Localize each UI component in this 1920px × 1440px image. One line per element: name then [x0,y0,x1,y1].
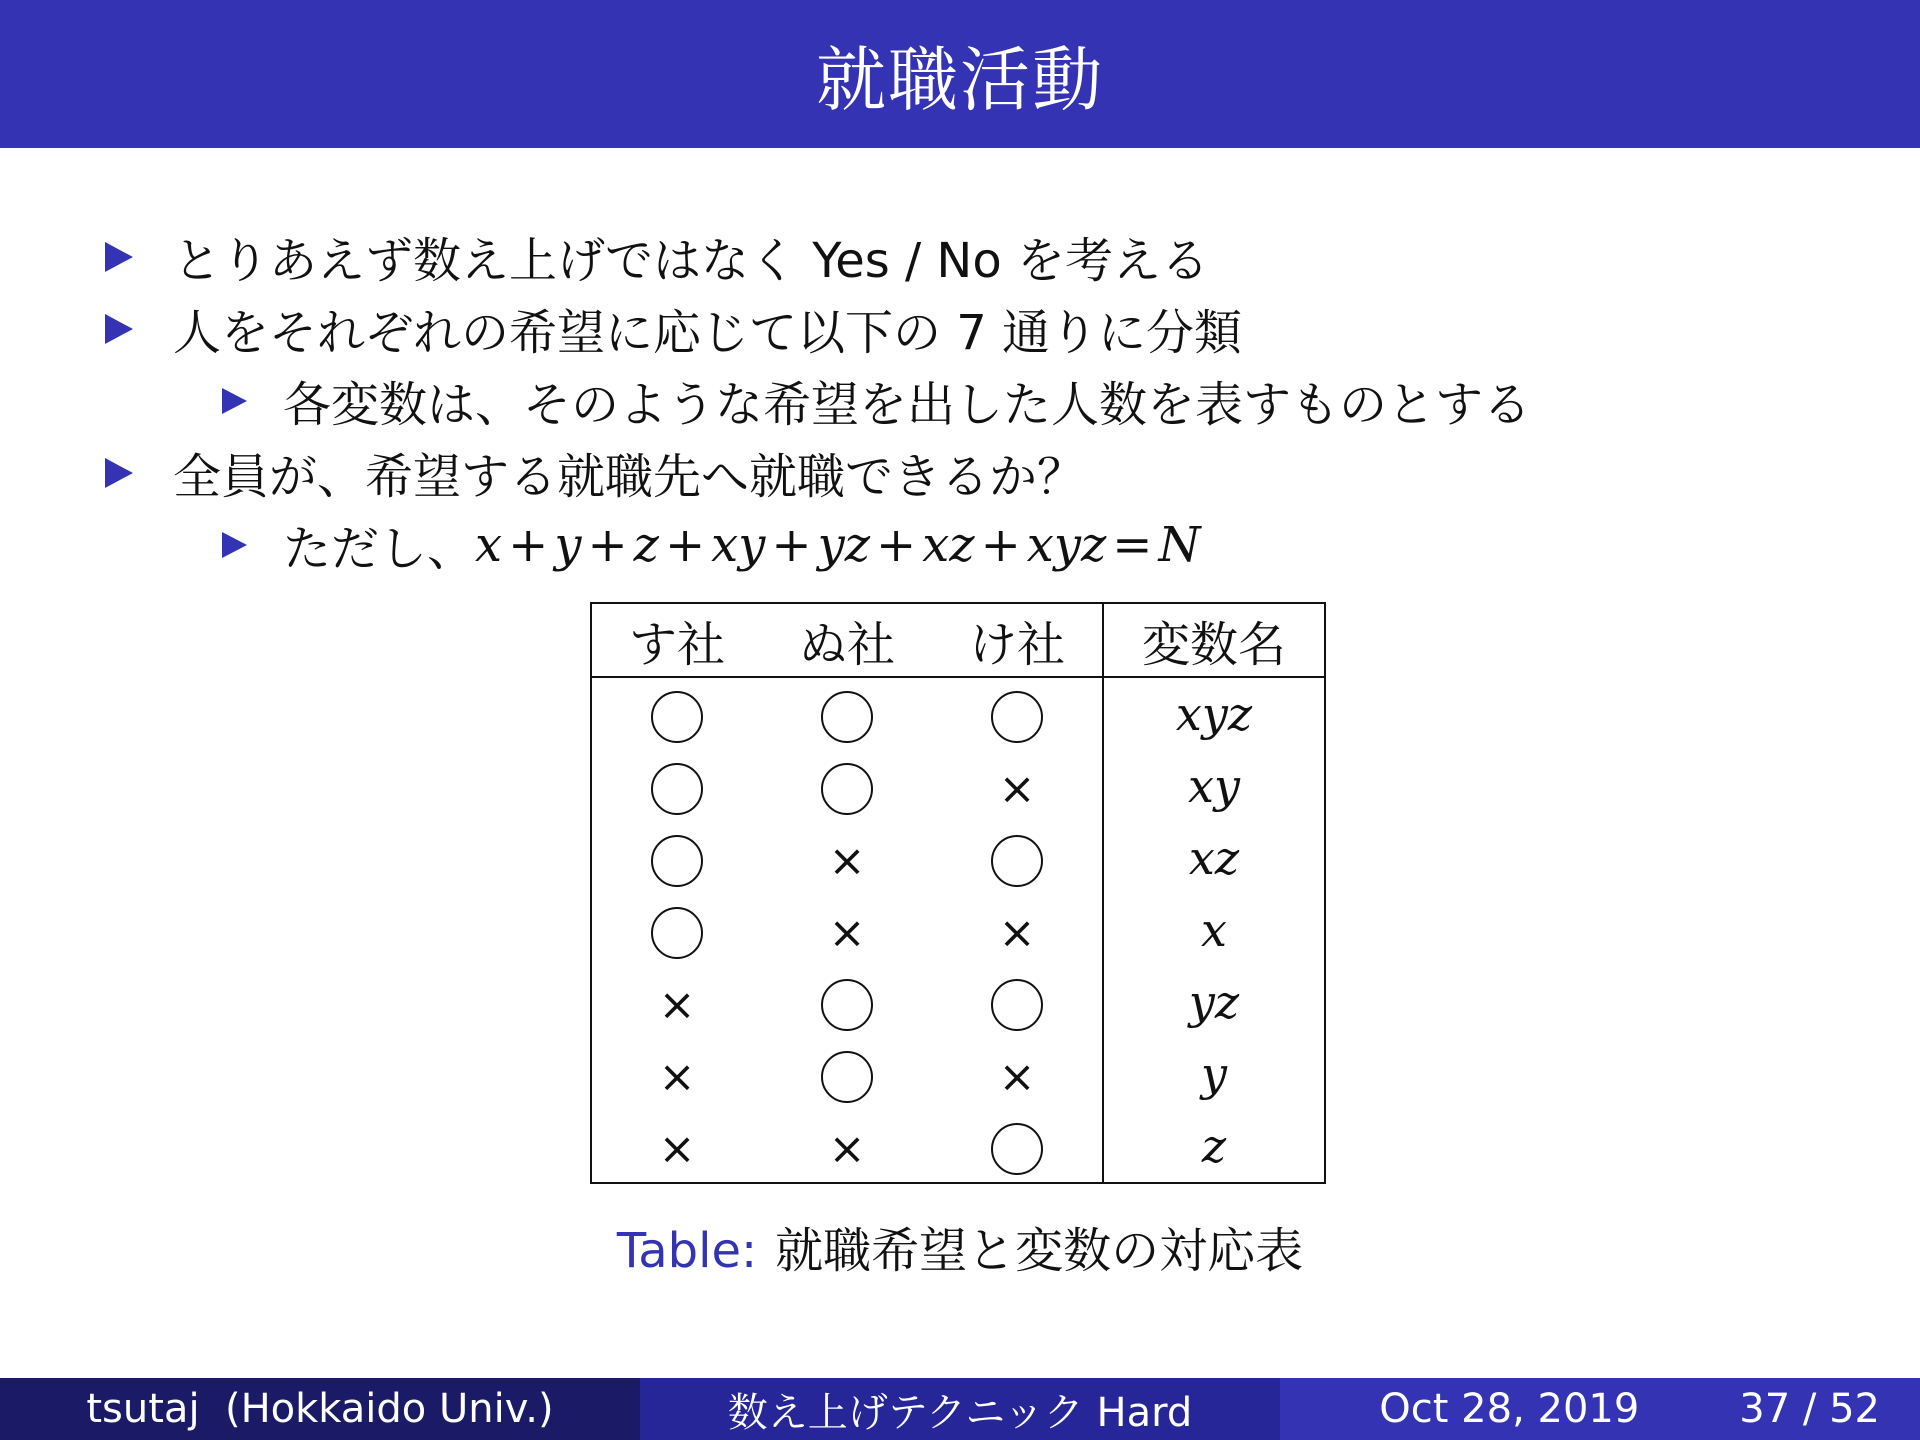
math-term: z [633,516,659,573]
preference-cell [762,966,932,1038]
variable-cell [1103,822,1325,894]
variable-cell [1103,750,1325,822]
caption-text: 就職希望と変数の対応表 [775,1223,1304,1279]
circle-mark-icon [651,835,703,887]
sub-bullet-item [222,510,1200,579]
circle-mark-icon [821,691,873,743]
preference-cell [932,1110,1103,1183]
preference-cell [591,894,762,966]
footer-date: Oct 28, 2019 [1379,1386,1640,1432]
preference-cell [591,750,762,822]
bullet-text: ただし、 [283,521,476,577]
circle-mark-icon [821,763,873,815]
variable-name: z [1201,1119,1227,1173]
variable-name: yz [1188,975,1240,1029]
cross-mark-icon: × [658,979,696,1031]
math-term: x [475,516,503,573]
plus-operator: + [664,516,706,573]
math-term: N [1158,516,1201,573]
circle-mark-icon [991,691,1043,743]
variable-name: x [1201,903,1227,957]
table-row [591,677,1325,750]
circle-mark-icon [821,979,873,1031]
slide-title-bar [0,0,1920,148]
cross-mark-icon: × [828,1123,866,1175]
equals-operator: = [1112,516,1153,573]
bullet-text: とりあえず数え上げではなく Yes / No を考える [173,233,1209,289]
preference-cell [591,822,762,894]
math-term: xz [922,516,975,573]
triangle-bullet-icon [222,532,247,558]
table-caption [0,1212,1920,1281]
variable-name: xy [1188,759,1240,813]
preference-cell [591,1110,762,1183]
math-term: xyz [1026,516,1107,573]
preference-cell [932,677,1103,750]
column-header: け社 [932,603,1103,677]
cross-mark-icon: × [998,907,1036,959]
table-body [591,677,1325,1183]
bullet-text: 全員が、希望する就職先へ就職できるか？ [173,449,1086,505]
plus-operator: + [508,516,549,573]
slide-title: 就職活動 [816,38,1104,121]
cross-mark-icon: × [998,763,1036,815]
plus-operator: + [875,516,917,573]
triangle-bullet-icon [105,314,133,344]
footer-author-section [0,1378,640,1440]
circle-mark-icon [651,691,703,743]
bullet-text: 人をそれぞれの希望に応じて以下の 7 通りに分類 [173,305,1243,361]
table-header-row [591,603,1325,677]
variable-cell [1103,966,1325,1038]
preference-cell [762,894,932,966]
circle-mark-icon [651,763,703,815]
footer-date-section [1280,1378,1920,1440]
table-row [591,750,1325,822]
variable-cell [1103,677,1325,750]
footer-author: tsutaj (Hokkaido Univ.) [86,1386,554,1432]
plus-operator: + [771,516,812,573]
caption-label: Table: [616,1223,758,1279]
preference-cell [762,750,932,822]
column-header: ぬ社 [762,603,932,677]
variable-name: xyz [1175,687,1253,741]
table-row [591,966,1325,1038]
variable-cell [1103,894,1325,966]
column-header: す社 [591,603,762,677]
bullet-item [105,222,1209,291]
circle-mark-icon [991,835,1043,887]
preference-cell [762,822,932,894]
preference-cell [591,966,762,1038]
preference-cell [932,750,1103,822]
plus-operator: + [980,516,1021,573]
preference-cell [591,677,762,750]
circle-mark-icon [991,1123,1043,1175]
cross-mark-icon: × [658,1051,696,1103]
table-row [591,894,1325,966]
footer-title-section [640,1378,1280,1440]
triangle-bullet-icon [105,458,133,488]
table-row [591,1110,1325,1183]
cross-mark-icon: × [828,907,866,959]
column-header: 変数名 [1103,603,1325,677]
plus-operator: + [587,516,628,573]
table-row [591,822,1325,894]
math-term: yz [817,516,870,573]
circle-mark-icon [651,907,703,959]
math-term: xy [711,516,766,573]
variable-name: y [1201,1047,1227,1101]
preference-cell [762,1110,932,1183]
preference-cell [932,894,1103,966]
footer-page-number: 37 / 52 [1739,1386,1880,1432]
preference-cell [932,966,1103,1038]
bullet-text: 各変数は、そのような希望を出した人数を表すものとする [283,377,1532,433]
cross-mark-icon: × [998,1051,1036,1103]
cross-mark-icon: × [828,835,866,887]
preference-cell [591,1038,762,1110]
footer [0,1378,1920,1440]
preference-cell [762,677,932,750]
cross-mark-icon: × [658,1123,696,1175]
preference-table [590,602,1326,1184]
preference-cell [932,822,1103,894]
circle-mark-icon [821,1051,873,1103]
circle-mark-icon [991,979,1043,1031]
footer-talk-title: 数え上げテクニック Hard [727,1389,1193,1436]
sub-bullet-item [222,366,1531,435]
preference-cell [762,1038,932,1110]
variable-cell [1103,1110,1325,1183]
preference-cell [932,1038,1103,1110]
bullet-item [105,294,1242,363]
triangle-bullet-icon [105,242,133,272]
equation [475,517,1200,573]
variable-name: xz [1188,831,1240,885]
math-term: y [554,516,582,573]
triangle-bullet-icon [222,388,247,414]
table-row [591,1038,1325,1110]
variable-cell [1103,1038,1325,1110]
bullet-item [105,438,1085,507]
